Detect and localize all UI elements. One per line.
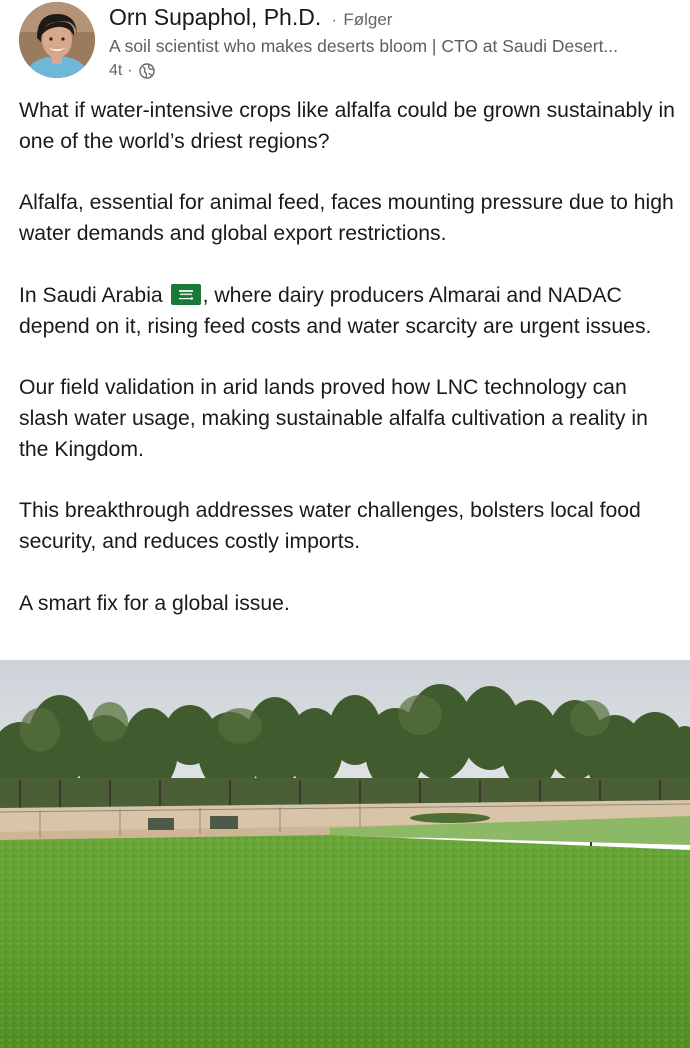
post-paragraph: What if water-intensive crops like alfalfa could be grown sustainably in one of the world’s driest regions? <box>19 99 675 153</box>
saudi-flag-icon <box>171 284 201 305</box>
author-headline: A soil scientist who makes deserts bloom | CTO at Saudi Desert... <box>109 36 619 56</box>
alfalfa-field-photo <box>0 660 690 1048</box>
post-paragraph: This breakthrough addresses water challenges, bolsters local food security, and reduces costly imports. <box>19 499 641 554</box>
meta-separator: · <box>127 62 133 79</box>
post-paragraph: A smart fix for a global issue. <box>19 591 290 615</box>
post-header <box>0 0 690 90</box>
follow-status[interactable]: Følger <box>343 10 393 29</box>
post-body <box>19 96 679 620</box>
post-paragraph: Our field validation in arid lands proved how LNC technology can slash water usage, making sustainable alfalfa cultivation a reality in the Kingdom. <box>19 376 648 461</box>
post-image[interactable] <box>0 660 690 1048</box>
paragraph-text: , where dairy producers Almarai and NADAC depend on it, rising feed costs and water scarcity are urgent issues. <box>19 283 652 338</box>
avatar[interactable] <box>19 2 95 78</box>
avatar-image <box>19 2 95 78</box>
author-line <box>109 2 392 36</box>
globe-icon <box>139 63 155 79</box>
post-paragraph: Alfalfa, essential for animal feed, faces mounting pressure due to high water demands and global export restrictions. <box>19 191 674 246</box>
paragraph-text: In Saudi Arabia <box>19 283 169 307</box>
post-time: 4t <box>109 62 123 79</box>
post-paragraph <box>19 281 679 343</box>
author-name[interactable]: Orn Supaphol, Ph.D. <box>109 4 322 30</box>
follow-separator: · <box>331 12 337 29</box>
post-meta <box>109 60 155 82</box>
